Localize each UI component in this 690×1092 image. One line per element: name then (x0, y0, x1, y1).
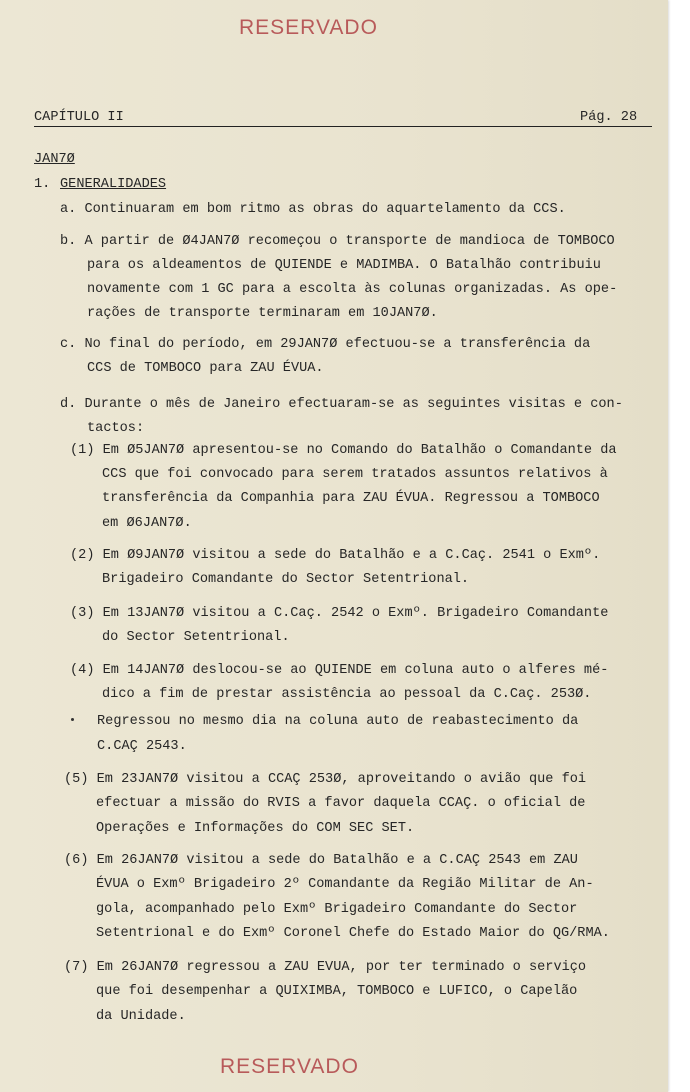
subitem-5-line: efectuar a missão do RVIS a favor daquela CCAÇ. o oficial de (96, 796, 586, 811)
item-b-line: para os aldeamentos de QUIENDE e MADIMBA. O Batalhão contribuiu (87, 258, 601, 273)
subitem-1-line: CCS que foi convocado para serem tratados assuntos relativos à (102, 467, 608, 482)
ink-dot (71, 718, 74, 721)
subitem-2-line: Brigadeiro Comandante do Sector Setentrional. (102, 572, 470, 587)
reservado-stamp-bottom: RESERVADO (220, 1055, 359, 1078)
subitem-2-line: (2) Em Ø9JAN7Ø visitou a sede do Batalhão e a C.Caç. 2541 o Exmº. (70, 548, 601, 563)
section-number: 1. (34, 177, 51, 192)
section-date: JAN7Ø (34, 152, 75, 167)
reservado-stamp-top: RESERVADO (239, 16, 378, 39)
item-c-line: CCS de TOMBOCO para ZAU ÉVUA. (87, 361, 324, 376)
header-rule (34, 126, 652, 127)
subitem-7-line: (7) Em 26JAN7Ø regressou a ZAU EVUA, por ter terminado o serviço (64, 960, 587, 975)
subitem-4-line: C.CAÇ 2543. (97, 739, 187, 754)
subitem-7-line: da Unidade. (96, 1009, 186, 1024)
item-b-line: novamente com 1 GC para a escolta às colunas organizadas. As ope- (87, 282, 618, 297)
subitem-1-line: (1) Em Ø5JAN7Ø apresentou-se no Comando do Batalhão o Comandante da (70, 443, 617, 458)
subitem-3-line: (3) Em 13JAN7Ø visitou a C.Caç. 2542 o Exmº. Brigadeiro Comandante (70, 606, 609, 621)
item-d-line: d. Durante o mês de Janeiro efectuaram-se as seguintes visitas e con- (60, 397, 623, 412)
subitem-3-line: do Sector Setentrional. (102, 630, 290, 645)
item-a-line: a. Continuaram em bom ritmo as obras do aquartelamento da CCS. (60, 202, 566, 217)
subitem-4-line: (4) Em 14JAN7Ø deslocou-se ao QUIENDE em coluna auto o alferes mé- (70, 663, 609, 678)
page-number: Pág. 28 (580, 110, 638, 125)
subitem-7-line: que foi desempenhar a QUIXIMBA, TOMBOCO e LUFICO, o Capelão (96, 984, 578, 999)
item-b-line: b. A partir de Ø4JAN7Ø recomeçou o transporte de mandioca de TOMBOCO (60, 234, 615, 249)
subitem-5-line: Operações e Informações do COM SEC SET. (96, 821, 415, 836)
section-title: GENERALIDADES (60, 177, 167, 192)
subitem-1-line: transferência da Companhia para ZAU ÉVUA. Regressou a TOMBOCO (102, 491, 600, 506)
subitem-1-line: em Ø6JAN7Ø. (102, 516, 192, 531)
subitem-4-line: dico a fim de prestar assistência ao pessoal da C.Caç. 253Ø. (102, 687, 592, 702)
subitem-6-line: Setentrional e do Exmº Coronel Chefe do Estado Maior do QG/RMA. (96, 926, 610, 941)
item-d-line: tactos: (87, 421, 145, 436)
subitem-6-line: gola, acompanhado pelo Exmº Brigadeiro Comandante do Sector (96, 902, 578, 917)
subitem-6-line: ÉVUA o Exmº Brigadeiro 2º Comandante da Região Militar de An- (96, 877, 594, 892)
item-c-line: c. No final do período, em 29JAN7Ø efectuou-se a transferência da (60, 337, 591, 352)
item-b-line: rações de transporte terminaram em 10JAN7Ø. (87, 306, 438, 321)
chapter-label: CAPÍTULO II (34, 110, 124, 125)
subitem-6-line: (6) Em 26JAN7Ø visitou a sede do Batalhão e a C.CAÇ 2543 em ZAU (64, 853, 578, 868)
subitem-5-line: (5) Em 23JAN7Ø visitou a CCAÇ 253Ø, aproveitando o avião que foi (64, 772, 587, 787)
subitem-4-line: Regressou no mesmo dia na coluna auto de reabastecimento da (97, 714, 579, 729)
